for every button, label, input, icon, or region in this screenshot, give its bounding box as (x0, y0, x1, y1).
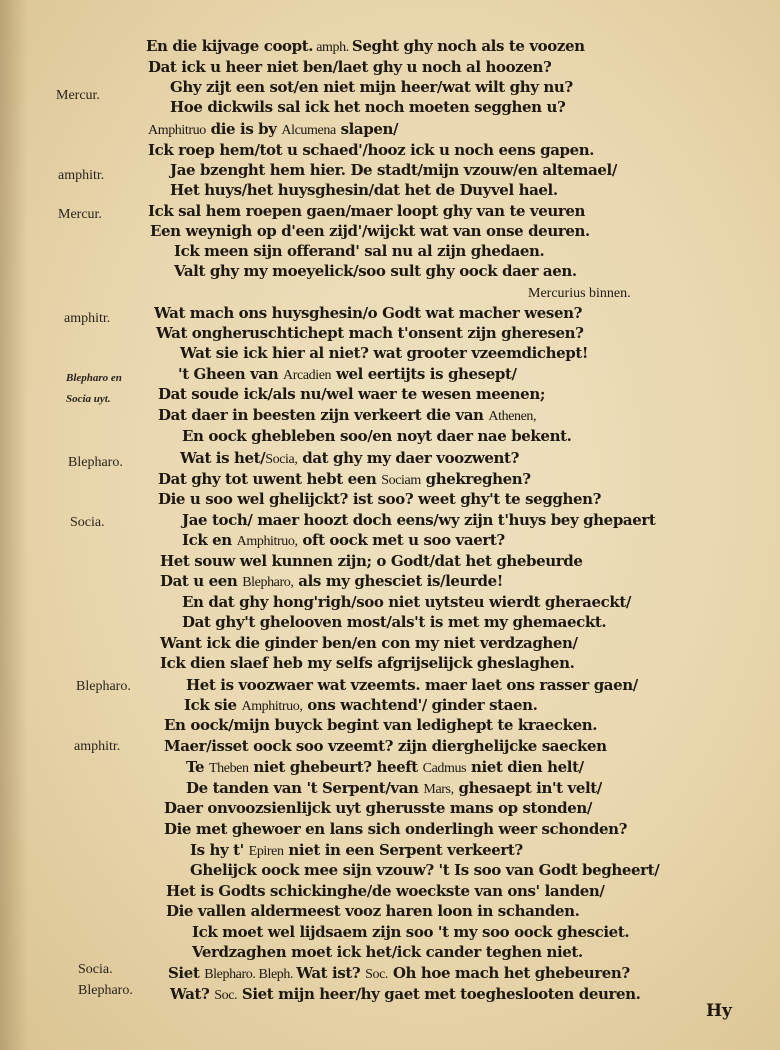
speaker-label: Socia uyt. (66, 393, 111, 405)
verse-line: Het huys/het huysghesin/dat het de Duyvel hael. (170, 181, 558, 199)
speaker-label: Blepharo. (68, 455, 123, 470)
verse-line: Hoe dickwils sal ick het noch moeten segghen u? (170, 98, 566, 116)
page-edge-shadow (0, 0, 28, 1050)
verse-line: Het is voozwaer wat vzeemts. maer laet ons rasser gaen/ (186, 676, 638, 694)
verse-line: 't Gheen van Arcadien wel eertijts is ghesept/ (178, 365, 517, 383)
verse-line: Jae toch/ maer hoozt doch eens/wy zijn t'huys bey ghepaert (182, 511, 656, 529)
verse-line: Dat u een Blepharo, als my ghesciet is/leurde! (160, 572, 503, 590)
speaker-label: Socia. (70, 515, 105, 530)
verse-line: Ick moet wel lijdsaem zijn soo 't my soo oock ghesciet. (192, 923, 630, 941)
verse-line: Siet Blepharo. Bleph. Wat ist? Soc. Oh hoe mach het ghebeuren? (168, 964, 630, 982)
verse-line: Te Theben niet ghebeurt? heeft Cadmus niet dien helt/ (186, 758, 584, 776)
stage-direction: Mercurius binnen. (528, 286, 631, 301)
speaker-label: Blepharo. (78, 983, 133, 998)
catchword: Hy (706, 1001, 732, 1021)
verse-line: Dat soude ick/als nu/wel waer te wesen meenen; (158, 385, 545, 403)
verse-line: En oock ghebleben soo/en noyt daer nae bekent. (182, 427, 572, 445)
verse-line: Het is Godts schickinghe/de woeckste van ons' landen/ (166, 882, 605, 900)
verse-line: Valt ghy my moeyelick/soo sult ghy oock daer aen. (174, 262, 577, 280)
speaker-label: Mercur. (56, 88, 100, 103)
verse-line: De tanden van 't Serpent/van Mars, ghesaept in't velt/ (186, 779, 602, 797)
verse-line: Ick dien slaef heb my selfs afgrijselijck gheslaghen. (160, 654, 575, 672)
verse-line: Ick sal hem roepen gaen/maer loopt ghy van te veuren (148, 202, 586, 220)
verse-line: Wat ongheruschtichept mach t'onsent zijn gheresen? (156, 324, 584, 342)
speaker-label: amphitr. (64, 311, 111, 326)
verse-line: Ghelijck oock mee sijn vzouw? 't Is soo van Godt begheert/ (190, 861, 660, 879)
verse-line: Ick roep hem/tot u schaed'/hooz ick u noch eens gapen. (148, 141, 595, 159)
verse-line: En oock/mijn buyck begint van ledighept te kraecken. (164, 716, 598, 734)
verse-line: En dat ghy hong'righ/soo niet uytsteu wierdt gheraeckt/ (182, 593, 631, 611)
verse-line: Jae bzenght hem hier. De stadt/mijn vzouw/en altemael/ (170, 161, 617, 179)
verse-line: Is hy t' Epiren niet in een Serpent verkeert? (190, 841, 523, 859)
verse-line: Dat ick u heer niet ben/laet ghy u noch al hoozen? (148, 58, 552, 76)
speaker-label: Blepharo. (76, 679, 131, 694)
verse-line: Ghy zijt een sot/en niet mijn heer/wat wilt ghy nu? (170, 78, 573, 96)
speaker-label: Socia. (78, 962, 113, 977)
verse-line: Dat daer in beesten zijn verkeert die van Athenen, (158, 406, 537, 424)
verse-line: Een weynigh op d'een zijd'/wijckt wat van onse deuren. (150, 222, 590, 240)
verse-line: Verdzaghen moet ick het/ick cander teghen niet. (192, 943, 583, 961)
verse-line: En die kijvage coopt. amph. Seght ghy noch als te voozen (146, 37, 585, 55)
verse-line: Wat sie ick hier al niet? wat grooter vzeemdichept! (180, 344, 589, 362)
verse-line: Dat ghy't ghelooven most/als't is met my ghemaeckt. (182, 613, 607, 631)
verse-line: Wat? Soc. Siet mijn heer/hy gaet met toegheslooten deuren. (170, 985, 641, 1003)
speaker-label: amphitr. (58, 168, 105, 183)
verse-line: Dat ghy tot uwent hebt een Sociam ghekreghen? (158, 470, 531, 488)
verse-line: Die u soo wel ghelijckt? ist soo? weet ghy't te segghen? (158, 490, 602, 508)
verse-line: Wat mach ons huysghesin/o Godt wat macher wesen? (154, 304, 582, 322)
verse-line: Het souw wel kunnen zijn; o Godt/dat het ghebeurde (160, 552, 583, 570)
verse-line: Maer/isset oock soo vzeemt? zijn dierghelijcke saecken (164, 737, 607, 755)
verse-line: Amphitruo die is by Alcumena slapen/ (148, 120, 399, 138)
verse-line: Die vallen aldermeest vooz haren loon in schanden. (166, 902, 580, 920)
speaker-label: Blepharo en (66, 372, 122, 384)
verse-line: Ick en Amphitruo, oft oock met u soo vaert? (182, 531, 505, 549)
verse-line: Die met ghewoer en lans sich onderlingh weer schonden? (164, 820, 628, 838)
verse-line: Wat is het/Socia, dat ghy my daer voozwent? (180, 449, 519, 467)
verse-line: Ick sie Amphitruo, ons wachtend'/ ginder staen. (184, 696, 538, 714)
verse-line: Ick meen sijn offerand' sal nu al zijn ghedaen. (174, 242, 545, 260)
speaker-label: amphitr. (74, 739, 121, 754)
verse-line: Daer onvoozsienlijck uyt gherusste mans op stonden/ (164, 799, 592, 817)
speaker-label: Mercur. (58, 207, 102, 222)
verse-line: Want ick die ginder ben/en con my niet verdzaghen/ (160, 634, 578, 652)
